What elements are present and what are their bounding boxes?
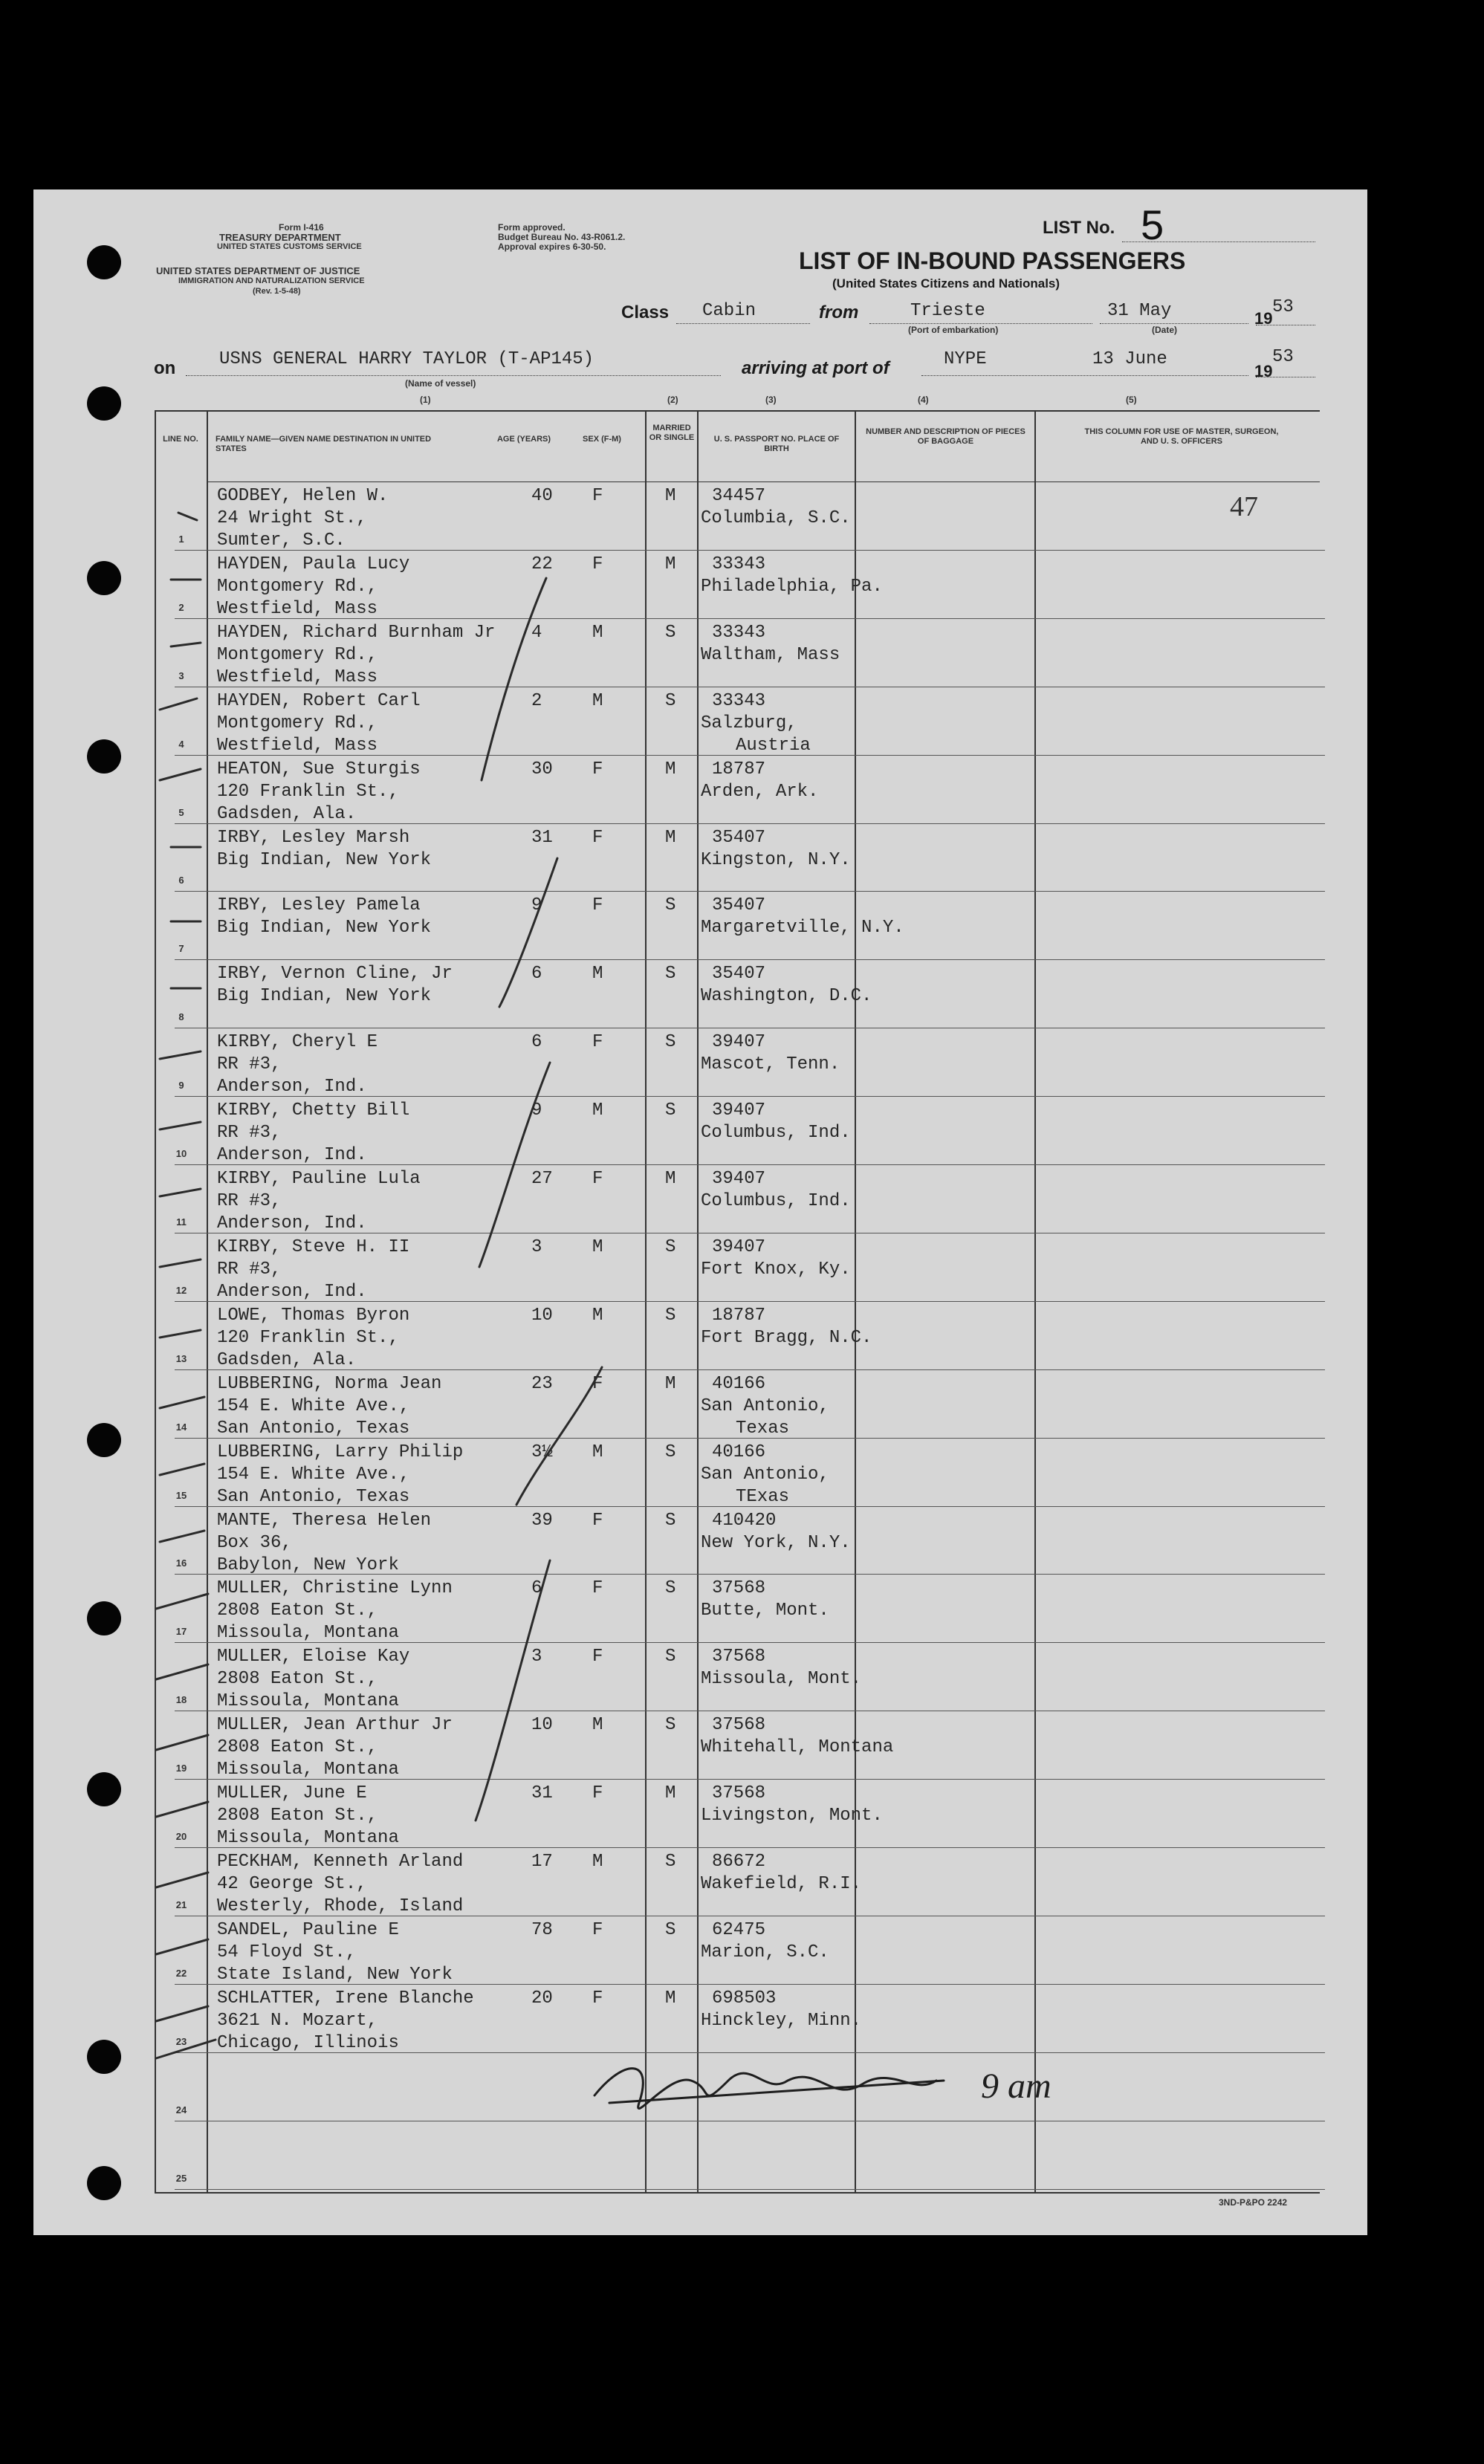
col-no-1: (1) bbox=[420, 395, 431, 405]
passport-number: 18787 bbox=[712, 1305, 766, 1326]
passenger-sex: F bbox=[592, 1169, 603, 1189]
line-number: 21 bbox=[175, 1899, 187, 1910]
line-number: 13 bbox=[175, 1352, 187, 1364]
passenger-address-2: Westfield, Mass bbox=[217, 598, 378, 619]
passenger-sex: M bbox=[592, 1100, 603, 1121]
birth-place-2: Texas bbox=[736, 1418, 790, 1439]
passenger-address-1: Big Indian, New York bbox=[217, 918, 432, 938]
birth-place: Washington, D.C. bbox=[701, 986, 872, 1007]
passport-number: 39407 bbox=[712, 1169, 766, 1189]
passenger-sex: M bbox=[592, 1236, 603, 1257]
passenger-address-2: Babylon, New York bbox=[217, 1554, 399, 1575]
passenger-marital-status: M bbox=[665, 486, 676, 506]
passenger-name: IRBY, Vernon Cline, Jr bbox=[217, 964, 453, 985]
passenger-address-2: Anderson, Ind. bbox=[217, 1213, 367, 1233]
passenger-marital-status: S bbox=[665, 895, 676, 916]
stamp-number: 47 bbox=[1230, 491, 1258, 522]
passenger-sex: M bbox=[592, 1852, 603, 1872]
passenger-name: SANDEL, Pauline E bbox=[217, 1919, 399, 1940]
col-passport: U. S. PASSPORT NO. PLACE OF BIRTH bbox=[713, 435, 840, 453]
passenger-age: 2 bbox=[531, 690, 542, 711]
on-label: on bbox=[154, 358, 176, 378]
passenger-address-2: San Antonio, Texas bbox=[217, 1486, 410, 1507]
passport-number: 33343 bbox=[712, 622, 766, 643]
passenger-name: MULLER, Eloise Kay bbox=[217, 1647, 410, 1667]
passenger-age: 6 bbox=[531, 964, 542, 985]
birth-place: Salzburg, bbox=[701, 713, 797, 733]
passenger-age: 31 bbox=[531, 1783, 553, 1804]
passenger-name: KIRBY, Chetty Bill bbox=[217, 1100, 410, 1121]
passenger-address-1: 120 Franklin St., bbox=[217, 1327, 399, 1348]
passenger-address-2: Westfield, Mass bbox=[217, 735, 378, 756]
passenger-address-2: Gadsden, Ala. bbox=[217, 1349, 357, 1370]
line-number: 6 bbox=[178, 875, 184, 886]
passenger-address-1: Box 36, bbox=[217, 1532, 292, 1553]
passenger-name: HAYDEN, Paula Lucy bbox=[217, 554, 410, 574]
passenger-sex: F bbox=[592, 1373, 603, 1394]
passport-number: 39407 bbox=[712, 1236, 766, 1257]
passenger-sex: F bbox=[592, 759, 603, 779]
passenger-age: 78 bbox=[531, 1919, 553, 1940]
line-number: 9 bbox=[178, 1080, 184, 1092]
customs-service: UNITED STATES CUSTOMS SERVICE bbox=[217, 242, 362, 251]
passenger-marital-status: S bbox=[665, 622, 676, 643]
line-number: 11 bbox=[176, 1216, 187, 1228]
row-divider bbox=[175, 959, 1325, 960]
passport-number: 40166 bbox=[712, 1442, 766, 1462]
passenger-age: 22 bbox=[531, 554, 553, 574]
line-number: 19 bbox=[175, 1763, 187, 1774]
arrival-year: 53 bbox=[1272, 347, 1294, 367]
port-embark-caption: (Port of embarkation) bbox=[908, 325, 999, 335]
passenger-marital-status: S bbox=[665, 964, 676, 985]
passenger-address-1: 2808 Eaton St., bbox=[217, 1806, 378, 1826]
passenger-age: 3 bbox=[531, 1236, 542, 1257]
line-number: 4 bbox=[178, 738, 184, 750]
passenger-name: SCHLATTER, Irene Blanche bbox=[217, 1988, 474, 2009]
passenger-sex: M bbox=[592, 690, 603, 711]
passport-number: 37568 bbox=[712, 1647, 766, 1667]
birth-place: Fort Bragg, N.C. bbox=[701, 1327, 872, 1348]
passenger-address-2: Missoula, Montana bbox=[217, 1828, 399, 1849]
birth-place: San Antonio, bbox=[701, 1395, 829, 1416]
passenger-address-1: Montgomery Rd., bbox=[217, 576, 378, 597]
binder-hole bbox=[87, 2040, 121, 2074]
passenger-sex: F bbox=[592, 1783, 603, 1804]
passenger-marital-status: S bbox=[665, 1510, 676, 1531]
passport-number: 40166 bbox=[712, 1373, 766, 1394]
col-no-4: (4) bbox=[918, 395, 929, 405]
line-number: 7 bbox=[178, 943, 184, 955]
passenger-marital-status: S bbox=[665, 1236, 676, 1257]
passenger-marital-status: S bbox=[665, 1442, 676, 1462]
binder-hole bbox=[87, 1601, 121, 1635]
passenger-marital-status: S bbox=[665, 1032, 676, 1053]
from-label: from bbox=[819, 302, 859, 322]
passenger-name: MULLER, Jean Arthur Jr bbox=[217, 1715, 453, 1736]
passenger-marital-status: S bbox=[665, 1715, 676, 1736]
passenger-address-1: 42 George St., bbox=[217, 1874, 367, 1894]
passport-number: 18787 bbox=[712, 759, 766, 779]
birth-place: Mascot, Tenn. bbox=[701, 1054, 840, 1075]
passenger-sex: F bbox=[592, 486, 603, 506]
binder-hole bbox=[87, 2166, 121, 2200]
passenger-name: PECKHAM, Kenneth Arland bbox=[217, 1852, 464, 1872]
passport-number: 37568 bbox=[712, 1783, 766, 1804]
passenger-marital-status: S bbox=[665, 1100, 676, 1121]
passenger-sex: F bbox=[592, 895, 603, 916]
passenger-address-2: Gadsden, Ala. bbox=[217, 803, 357, 824]
passenger-address-1: Montgomery Rd., bbox=[217, 644, 378, 665]
birth-place: Columbus, Ind. bbox=[701, 1123, 851, 1144]
passenger-age: 20 bbox=[531, 1988, 553, 2009]
col-name: FAMILY NAME—GIVEN NAME DESTINATION IN UNITED STATES bbox=[216, 435, 432, 453]
line-number: 5 bbox=[178, 806, 184, 818]
passenger-age: 30 bbox=[531, 759, 553, 779]
birth-place-2: Austria bbox=[736, 735, 811, 756]
list-number-label: LIST No. bbox=[1043, 218, 1115, 238]
passenger-sex: M bbox=[592, 1305, 603, 1326]
binder-hole bbox=[87, 1423, 121, 1457]
date-caption: (Date) bbox=[1152, 325, 1178, 335]
passenger-address-1: RR #3, bbox=[217, 1054, 282, 1075]
line-number: 2 bbox=[178, 601, 184, 613]
approval-line-1: Form approved. bbox=[498, 222, 566, 233]
passenger-address-1: 2808 Eaton St., bbox=[217, 1601, 378, 1621]
passenger-name: HAYDEN, Robert Carl bbox=[217, 690, 421, 711]
passenger-sex: F bbox=[592, 1988, 603, 2009]
embark-date: 31 May bbox=[1107, 301, 1172, 321]
list-subtitle: (United States Citizens and Nationals) bbox=[832, 276, 1060, 291]
arriving-label: arriving at port of bbox=[742, 358, 890, 378]
passenger-sex: M bbox=[592, 1442, 603, 1462]
passenger-name: MULLER, Christine Lynn bbox=[217, 1578, 453, 1599]
passenger-marital-status: S bbox=[665, 1305, 676, 1326]
passport-number: 37568 bbox=[712, 1715, 766, 1736]
birth-place: Arden, Ark. bbox=[701, 781, 819, 802]
arrival-year-prefix: 19 bbox=[1254, 362, 1273, 380]
birth-place: Wakefield, R.I. bbox=[701, 1874, 862, 1894]
passenger-address-1: 120 Franklin St., bbox=[217, 781, 399, 802]
form-revision: (Rev. 1-5-48) bbox=[253, 287, 301, 296]
line-number: 10 bbox=[175, 1148, 187, 1159]
passenger-address-2: State Island, New York bbox=[217, 1964, 453, 1985]
passenger-sex: M bbox=[592, 622, 603, 643]
passenger-marital-status: M bbox=[665, 1988, 676, 2009]
passenger-marital-status: M bbox=[665, 1783, 676, 1804]
col-married: MARRIED OR SINGLE bbox=[649, 424, 695, 442]
col-no-2: (2) bbox=[667, 395, 678, 405]
line-number: 17 bbox=[175, 1626, 187, 1638]
birth-place: Philadelphia, Pa. bbox=[701, 576, 883, 597]
line-number: 1 bbox=[178, 533, 184, 545]
passenger-age: 4 bbox=[531, 622, 542, 643]
passenger-address-2: Anderson, Ind. bbox=[217, 1281, 367, 1302]
passport-number: 39407 bbox=[712, 1032, 766, 1053]
line-number: 22 bbox=[175, 1967, 187, 1979]
line-number: 15 bbox=[175, 1489, 187, 1501]
birth-place: Whitehall, Montana bbox=[701, 1737, 894, 1758]
passport-number: 35407 bbox=[712, 827, 766, 848]
passport-number: 698503 bbox=[712, 1988, 777, 2009]
passenger-marital-status: S bbox=[665, 1578, 676, 1599]
line-number: 20 bbox=[175, 1831, 187, 1842]
passport-number: 35407 bbox=[712, 964, 766, 985]
treasury-dept: TREASURY DEPARTMENT bbox=[219, 232, 341, 243]
line-number: 8 bbox=[178, 1011, 184, 1023]
birth-place: Butte, Mont. bbox=[701, 1601, 829, 1621]
passenger-sex: F bbox=[592, 1510, 603, 1531]
birth-place: Marion, S.C. bbox=[701, 1942, 829, 1962]
birth-place: Fort Knox, Ky. bbox=[701, 1259, 851, 1280]
ins-service: IMMIGRATION AND NATURALIZATION SERVICE bbox=[178, 276, 365, 285]
arrival-port: NYPE bbox=[944, 349, 987, 369]
col-line-no: LINE NO. bbox=[163, 435, 198, 444]
passenger-address-2: Missoula, Montana bbox=[217, 1691, 399, 1712]
birth-place: Livingston, Mont. bbox=[701, 1806, 883, 1826]
passenger-name: GODBEY, Helen W. bbox=[217, 486, 389, 506]
list-number: 5 bbox=[1141, 201, 1164, 248]
passenger-address-1: RR #3, bbox=[217, 1191, 282, 1211]
passenger-address-2: Sumter, S.C. bbox=[217, 531, 346, 551]
line-number: 14 bbox=[175, 1421, 187, 1433]
line-number: 18 bbox=[175, 1694, 187, 1706]
passenger-sex: F bbox=[592, 1032, 603, 1053]
passenger-age: 9 bbox=[531, 1100, 542, 1121]
passenger-name: KIRBY, Steve H. II bbox=[217, 1236, 410, 1257]
printer-code: 3ND-P&PO 2242 bbox=[1219, 2197, 1288, 2208]
birth-place-2: TExas bbox=[736, 1486, 790, 1507]
passenger-sex: M bbox=[592, 1715, 603, 1736]
passenger-age: 23 bbox=[531, 1373, 553, 1394]
col-no-5: (5) bbox=[1126, 395, 1137, 405]
passenger-age: 3 bbox=[531, 1647, 542, 1667]
binder-hole bbox=[87, 386, 121, 421]
line-number: 3 bbox=[178, 670, 184, 681]
binder-hole bbox=[87, 1772, 121, 1806]
passenger-marital-status: M bbox=[665, 827, 676, 848]
birth-place: Margaretville, N.Y. bbox=[701, 918, 904, 938]
passenger-sex: M bbox=[592, 964, 603, 985]
passenger-marital-status: S bbox=[665, 690, 676, 711]
col-baggage: NUMBER AND DESCRIPTION OF PIECES OF BAGGAGE bbox=[866, 427, 1025, 446]
passenger-age: 10 bbox=[531, 1715, 553, 1736]
passenger-address-1: 154 E. White Ave., bbox=[217, 1464, 410, 1485]
row-divider bbox=[175, 891, 1325, 892]
birth-place: Columbus, Ind. bbox=[701, 1191, 851, 1211]
col-no-3: (3) bbox=[765, 395, 777, 405]
line-number: 24 bbox=[175, 2104, 187, 2116]
class-label: Class bbox=[621, 302, 670, 322]
passenger-address-1: Montgomery Rd., bbox=[217, 713, 378, 733]
passenger-name: IRBY, Lesley Pamela bbox=[217, 895, 421, 916]
passenger-marital-status: M bbox=[665, 554, 676, 574]
line-number: 16 bbox=[175, 1557, 187, 1569]
binder-hole bbox=[87, 245, 121, 279]
from-value: Trieste bbox=[910, 301, 985, 321]
passport-number: 33343 bbox=[712, 554, 766, 574]
passenger-age: 40 bbox=[531, 486, 553, 506]
birth-place: Waltham, Mass bbox=[701, 644, 840, 665]
passport-number: 37568 bbox=[712, 1578, 766, 1599]
passenger-address-2: Anderson, Ind. bbox=[217, 1077, 367, 1098]
passenger-name: HEATON, Sue Sturgis bbox=[217, 759, 421, 779]
form-number: Form I-416 bbox=[279, 222, 324, 233]
birth-place: Hinckley, Minn. bbox=[701, 2010, 862, 2031]
passenger-name: MANTE, Theresa Helen bbox=[217, 1510, 432, 1531]
vessel-name: USNS GENERAL HARRY TAYLOR (T-AP145) bbox=[219, 349, 594, 369]
passport-number: 33343 bbox=[712, 690, 766, 711]
passenger-name: HAYDEN, Richard Burnham Jr bbox=[217, 622, 496, 643]
row-divider bbox=[175, 2189, 1325, 2190]
passenger-age: 6 bbox=[531, 1578, 542, 1599]
passenger-address-1: Big Indian, New York bbox=[217, 986, 432, 1007]
passenger-sex: F bbox=[592, 1647, 603, 1667]
passenger-age: 6 bbox=[531, 1032, 542, 1053]
col-officers: THIS COLUMN FOR USE OF MASTER, SURGEON, AND U. S. OFFICERS bbox=[1084, 427, 1279, 446]
passenger-address-1: RR #3, bbox=[217, 1123, 282, 1144]
passenger-age: 39 bbox=[531, 1510, 553, 1531]
birth-place: Columbia, S.C. bbox=[701, 508, 851, 528]
birth-place: New York, N.Y. bbox=[701, 1532, 851, 1553]
passenger-address-2: Anderson, Ind. bbox=[217, 1145, 367, 1166]
passenger-address-1: 2808 Eaton St., bbox=[217, 1737, 378, 1758]
passenger-address-1: 154 E. White Ave., bbox=[217, 1395, 410, 1416]
passenger-address-1: 24 Wright St., bbox=[217, 508, 367, 528]
birth-place: Missoula, Mont. bbox=[701, 1669, 862, 1690]
passenger-age: 10 bbox=[531, 1305, 553, 1326]
col-age: AGE (YEARS) bbox=[496, 435, 551, 444]
binder-hole bbox=[87, 739, 121, 774]
passenger-address-2: San Antonio, Texas bbox=[217, 1418, 410, 1439]
justice-dept: UNITED STATES DEPARTMENT OF JUSTICE bbox=[156, 265, 360, 276]
arrival-date: 13 June bbox=[1092, 349, 1167, 369]
passenger-name: LUBBERING, Norma Jean bbox=[217, 1373, 442, 1394]
col-sex: SEX (F-M) bbox=[583, 435, 621, 444]
passenger-name: KIRBY, Cheryl E bbox=[217, 1032, 378, 1053]
embark-year: 53 bbox=[1272, 297, 1294, 317]
passenger-marital-status: M bbox=[665, 759, 676, 779]
passenger-sex: F bbox=[592, 1919, 603, 1940]
passenger-address-2: Westerly, Rhode, Island bbox=[217, 1896, 464, 1916]
passenger-marital-status: S bbox=[665, 1852, 676, 1872]
approval-line-2: Budget Bureau No. 43-R061.2. bbox=[498, 232, 626, 242]
passenger-age: 31 bbox=[531, 827, 553, 848]
row-divider bbox=[175, 550, 1325, 551]
passenger-address-1: 3621 N. Mozart, bbox=[217, 2010, 378, 2031]
passenger-address-2: Chicago, Illinois bbox=[217, 2032, 399, 2053]
approval-line-3: Approval expires 6-30-50. bbox=[498, 241, 606, 252]
vessel-caption: (Name of vessel) bbox=[405, 378, 476, 389]
binder-hole bbox=[87, 561, 121, 595]
birth-place: San Antonio, bbox=[701, 1464, 829, 1485]
passenger-age: 9 bbox=[531, 895, 542, 916]
passenger-marital-status: M bbox=[665, 1373, 676, 1394]
passenger-address-2: Missoula, Montana bbox=[217, 1623, 399, 1644]
passport-number: 35407 bbox=[712, 895, 766, 916]
passenger-address-1: Big Indian, New York bbox=[217, 849, 432, 870]
passenger-age: 3½ bbox=[531, 1442, 553, 1462]
passenger-address-1: 54 Floyd St., bbox=[217, 1942, 357, 1962]
embark-year-prefix: 19 bbox=[1254, 309, 1273, 328]
passport-number: 34457 bbox=[712, 486, 766, 506]
passenger-name: IRBY, Lesley Marsh bbox=[217, 827, 410, 848]
list-title: LIST OF IN-BOUND PASSENGERS bbox=[799, 247, 1186, 274]
passenger-name: KIRBY, Pauline Lula bbox=[217, 1169, 421, 1189]
passenger-age: 27 bbox=[531, 1169, 553, 1189]
passenger-name: MULLER, June E bbox=[217, 1783, 367, 1804]
passenger-address-2: Westfield, Mass bbox=[217, 667, 378, 687]
passenger-sex: F bbox=[592, 554, 603, 574]
birth-place: Kingston, N.Y. bbox=[701, 849, 851, 870]
passenger-marital-status: S bbox=[665, 1919, 676, 1940]
passenger-marital-status: S bbox=[665, 1647, 676, 1667]
passenger-name: LOWE, Thomas Byron bbox=[217, 1305, 410, 1326]
passenger-sex: F bbox=[592, 1578, 603, 1599]
line-number: 23 bbox=[175, 2035, 187, 2047]
line-number: 25 bbox=[175, 2172, 187, 2184]
passport-number: 86672 bbox=[712, 1852, 766, 1872]
signature-time: 9 am bbox=[981, 2066, 1052, 2106]
line-number: 12 bbox=[175, 1284, 187, 1296]
passenger-address-1: 2808 Eaton St., bbox=[217, 1669, 378, 1690]
passenger-age: 17 bbox=[531, 1852, 553, 1872]
passenger-address-2: Missoula, Montana bbox=[217, 1760, 399, 1780]
passenger-name: LUBBERING, Larry Philip bbox=[217, 1442, 464, 1462]
passport-number: 39407 bbox=[712, 1100, 766, 1121]
class-value: Cabin bbox=[702, 301, 756, 321]
passport-number: 410420 bbox=[712, 1510, 777, 1531]
passenger-sex: F bbox=[592, 827, 603, 848]
passenger-marital-status: M bbox=[665, 1169, 676, 1189]
passenger-address-1: RR #3, bbox=[217, 1259, 282, 1280]
passport-number: 62475 bbox=[712, 1919, 766, 1940]
